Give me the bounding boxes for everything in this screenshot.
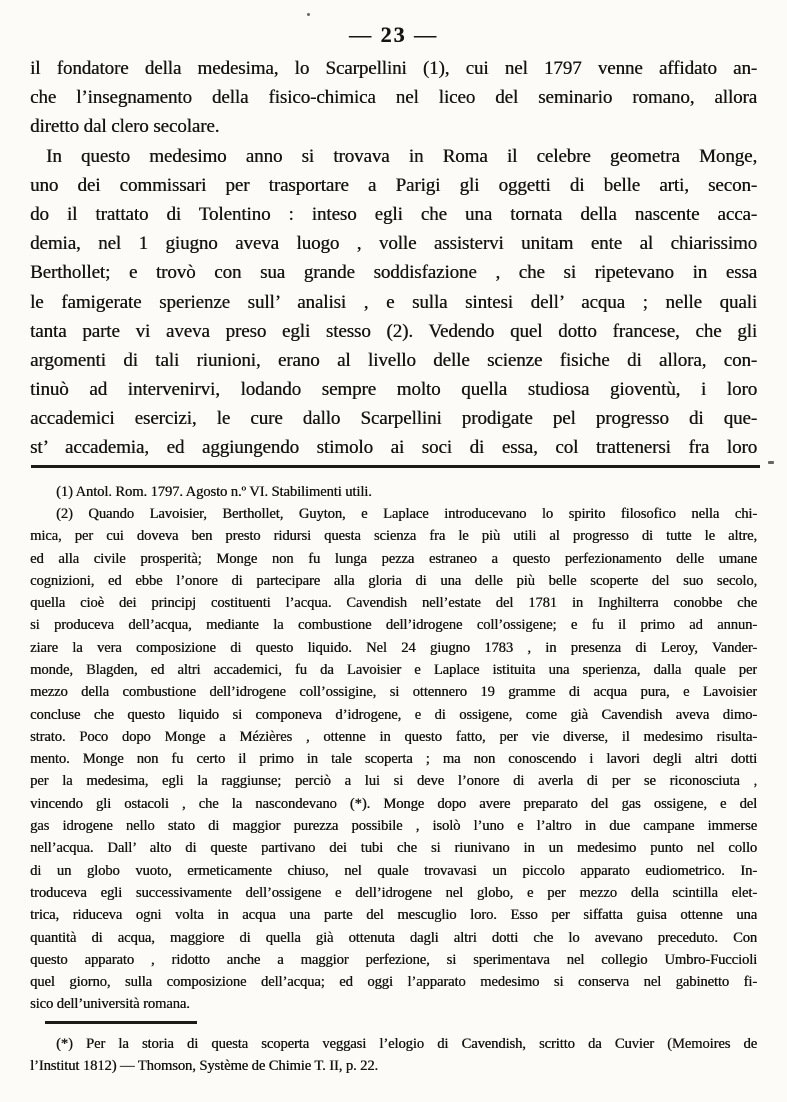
footnote-2 — [30, 503, 757, 1016]
scan-speck — [307, 13, 310, 16]
text-line: demia, nel 1 giugno aveva luogo , volle assistervi unitam ente al chiarissimo — [30, 233, 757, 255]
text-line: mezzo della combustione dell’idrogene coll’ossigine, si ottennero 19 gramme di acqua pura, e Lavoisier — [30, 684, 757, 701]
footnote-separator-rule — [31, 465, 760, 468]
text-line: strato. Poco dopo Monge a Mézières , ottenne in questo fatto, per vie diverse, il medesimo risulta- — [30, 728, 757, 745]
text-line: il fondatore della medesima, lo Scarpellini (1), cui nel 1797 venne affidato an- — [30, 58, 757, 79]
bottom-note-separator-rule — [45, 1021, 197, 1024]
footnotes-section — [30, 481, 757, 1016]
text-line: per la medesima, egli la raggiunse; perciò a lui si deve l’onore di averla di per se riconosciuta , — [30, 773, 757, 790]
text-line: (2) Quando Lavoisier, Berthollet, Guyton, e Laplace introducevano lo spirito filosofico nella chi- — [56, 505, 757, 522]
text-line: do il trattato di Tolentino : inteso egli che una tornata della nascente acca- — [30, 203, 757, 225]
text-line: mica, per cui doveva ben presto ridursi questa scienza fra le più utili al progresso di tutte le altre, — [30, 528, 757, 545]
text-line: mento. Monge non fu certo il primo in tale scoperta ; ma non conoscendo i lavori degli altri dotti — [30, 751, 757, 768]
text-line: trica, riduceva ogni volta in acqua una parte del mescuglio loro. Esso per siffatta guisa ottenne una — [30, 907, 757, 924]
text-line: ed alla civile prosperità; Monge non fu lunga pezza estraneo a questo perfezionamento delle umane — [30, 550, 757, 567]
body-paragraph-1 — [30, 54, 757, 142]
text-line: quel giorno, sulla composizione dell’acqua; ed oggi l’apparato medesimo si conserva nel gabinetto fi- — [30, 974, 757, 991]
text-line: (1) Antol. Rom. 1797. Agosto n.º VI. Stabilimenti utili. — [56, 483, 372, 500]
text-line: troduceva egli successivamente dell’ossigene e dell’idrogene nel globo, e per mezzo della scintilla elet- — [30, 884, 757, 901]
text-line: argomenti di tali riunioni, erano al livello delle scienze fisiche di allora, con- — [30, 349, 757, 371]
text-line: si produceva dell’acqua, mediante la combustione dell’idrogene coll’ossigene; e fu il primo ad annun- — [30, 617, 757, 634]
text-line: Berthollet; e trovò con sua grande soddisfazione , che si ripetevano in essa — [30, 262, 757, 284]
text-line: le famigerate sperienze sull’ analisi , e sulla sintesi dell’ acqua ; nelle quali — [30, 291, 757, 313]
text-line: l’Institut 1812) — Thomson, Système de Chimie T. II, p. 22. — [30, 1058, 378, 1075]
page-number: — 23 — — [349, 22, 438, 47]
text-line: sico dell’università romana. — [30, 996, 190, 1013]
body-text — [30, 54, 757, 463]
text-line: (*) Per la storia di questa scoperta veggasi l’elogio di Cavendish, scritto da Cuvier (Memoires de — [56, 1035, 757, 1052]
text-line: tanta parte vi aveva preso egli stesso (2). Vedendo quel dotto francese, che gli — [30, 320, 757, 342]
asterisk-footnote — [30, 1033, 757, 1078]
text-line: nell’acqua. Dall’ alto di queste partivano dei tubi che si riunivano in un medesimo punto nel collo — [30, 840, 757, 857]
text-line: vincendo gli ostacoli , che la nascondevano (*). Monge dopo avere preparato del gas ossigene, e del — [30, 795, 757, 812]
text-line: uno dei commissari per trasportare a Parigi gli oggetti di belle arti, secon- — [30, 174, 757, 196]
text-line: gas idrogene nello stato di maggior purezza possibile , isolò l’uno e l’altro in due campane immerse — [30, 818, 757, 835]
text-line: questo apparato , ridotto anche a maggior perfezione, si sperimentava nel collegio Umbro-Fuccioli — [30, 951, 757, 968]
footnote-1 — [30, 481, 757, 503]
text-line: concluse che questo liquido si componeva d’idrogene, e di ossigene, come già Cavendish aveva dimo- — [30, 706, 757, 723]
text-line: quantità di acqua, maggiore di quella già ottenuta dagli altri dotti che lo avevano preceduto. Con — [30, 929, 757, 946]
text-line: che l’insegnamento della fisico-chimica nel liceo del seminario romano, allora — [30, 87, 757, 109]
text-line: cognizioni, ed ebbe l’onore di partecipare alla gloria di una delle più belle scoperte del suo secolo, — [30, 572, 757, 589]
text-line: tinuò ad intervenirvi, lodando sempre molto quella studiosa gioventù, i loro — [30, 379, 757, 401]
text-line: quella cioè dei principj costituenti l’acqua. Cavendish nell’estate del 1781 in Inghilterra conobbe che — [30, 595, 757, 612]
text-line: accademici esercizi, le cure dallo Scarpellini prodigate pel progresso di que- — [30, 408, 757, 430]
text-line: monde, Blagden, ed altri accademici, fu da Lavoisier e Laplace istituita una sperienza, dalla quale per — [30, 662, 757, 678]
body-paragraph-2 — [30, 142, 757, 463]
text-line: diretto dal clero secolare. — [30, 116, 220, 138]
text-line: In questo medesimo anno si trovava in Roma il celebre geometra Monge, — [46, 145, 757, 167]
scan-speck — [768, 461, 774, 464]
text-line: ziare la vera composizione di questo liquido. Nel 24 giugno 1783 , in presenza di Leroy, Vander- — [30, 639, 757, 656]
text-line: di un globo vuoto, ermeticamente chiuso, nel quale trovavasi un piccolo apparato eudiometrico. In- — [30, 862, 757, 879]
text-line: st’ accademia, ed aggiungendo stimolo ai soci di essa, col trattenersi fra loro — [30, 437, 757, 459]
